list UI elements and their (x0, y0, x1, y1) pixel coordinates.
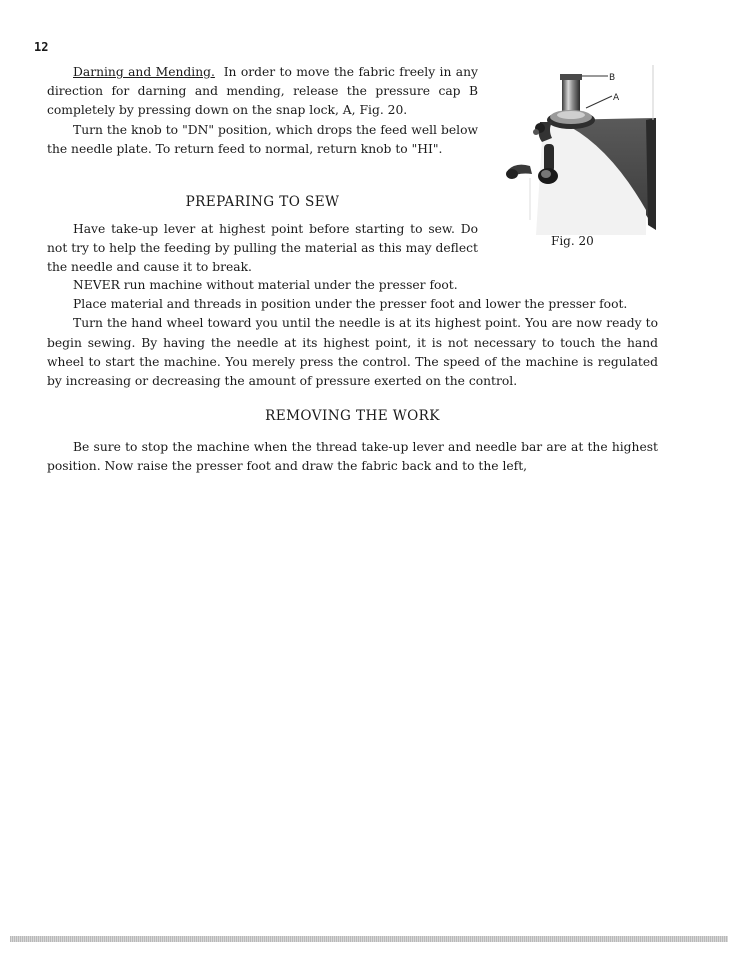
remove-work-paragraph: Be sure to stop the machine when the thread take-up lever and needle bar are at the highest position. Now raise the presser foot and draw the fabric back and to the left, (47, 440, 658, 474)
figure-caption: Fig. 20 (551, 234, 594, 248)
feed-knob-paragraph: Turn the knob to "DN" position, which drops the feed well below the needle plate. To return feed to normal, return knob to "HI". (47, 122, 478, 156)
label-a: A (613, 93, 620, 103)
take-up-lever-paragraph: Have take-up lever at highest point before starting to sew. Do not try to help the feeding by pulling the material as this may deflect the needle and cause it to break. (47, 222, 478, 275)
preparing-section-narrow (47, 220, 478, 278)
hand-wheel-paragraph: Turn the hand wheel toward you until the needle is at its highest point. You are now ready to begin sewing. By having the needle at its highest point, it is not necessary to touch the hand wheel to start the machine. You merely press the control. The speed of the machine is regulated by increasing or decreasing the amount of pressure exerted on the control. (47, 316, 658, 389)
darning-paragraph-text: In order to move the fabric freely in any direction for darning and mending, release the pressure cap B completely by pressing down on the snap lock, A, Fig. 20. (47, 65, 478, 118)
place-material-paragraph: Place material and threads in position under the presser foot and lower the presser foot. (73, 297, 628, 312)
removing-heading: REMOVING THE WORK (265, 408, 440, 424)
preparing-section-wide (47, 276, 658, 391)
page-number: 12 (34, 40, 49, 54)
darning-section (47, 63, 478, 159)
figure-20-image (496, 60, 661, 235)
bottom-rule (10, 936, 728, 942)
never-run-paragraph: NEVER run machine without material under the presser foot. (73, 278, 458, 292)
darning-paragraph (47, 63, 478, 121)
preparing-heading: PREPARING TO SEW (185, 194, 340, 210)
darning-lead-heading: Darning and Mending. (73, 65, 215, 79)
removing-section (47, 438, 658, 476)
label-b: B (609, 73, 616, 83)
